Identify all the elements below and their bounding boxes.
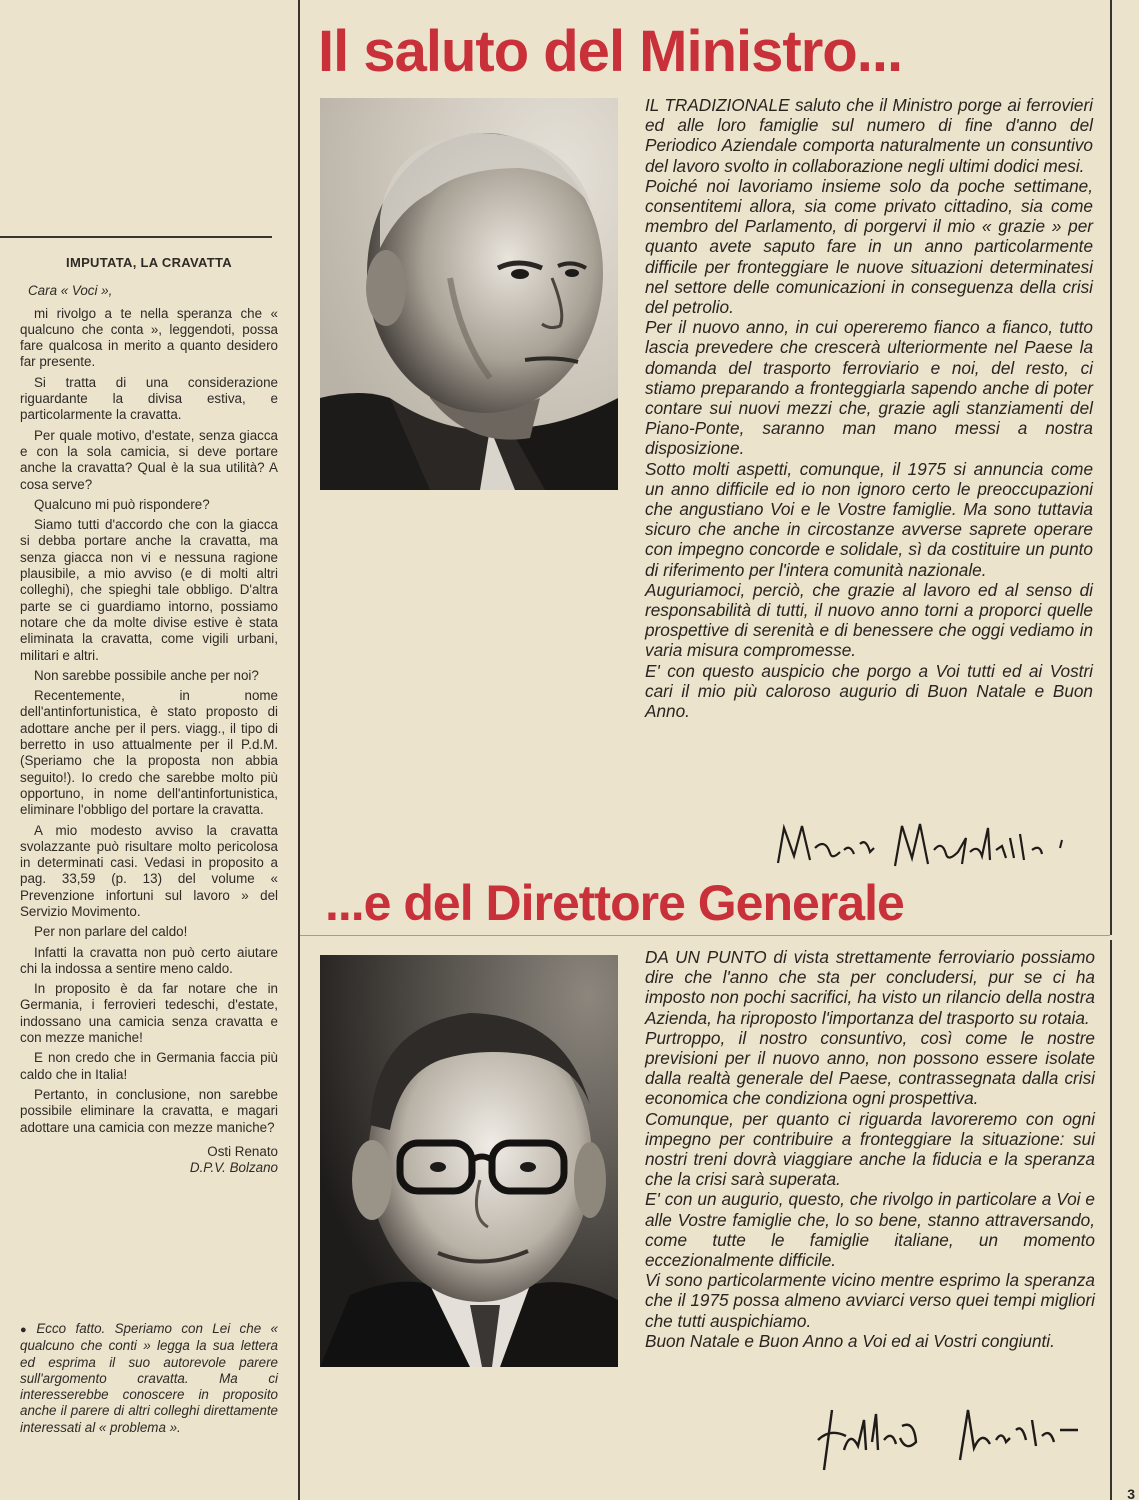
director-signature <box>810 1390 1090 1480</box>
bullet-icon: ● <box>20 1324 33 1336</box>
minister-paragraph: Auguriamoci, perciò, che grazie al lavoro ed al senso di responsabilità di tutti, il nuovo anno torni a proporci quelle prospettive di serenità e di benessere che oggi vediamo in varia misura compromesse. <box>645 579 1093 661</box>
letter-paragraph: Si tratta di una considerazione riguardante la divisa estiva, e particolarmente la cravatta. <box>20 374 278 423</box>
letter-paragraph: E non credo che in Germania faccia più caldo che in Italia! <box>20 1050 278 1082</box>
reply-text: Ecco fatto. Speriamo con Lei che « qualcuno che conti » legga la sua lettera ed esprima il suo autorevole parere sull'argomento cravatta. Ma ci interesserebbe conoscere in proposito anche il parere di altri colleghi direttamente interessati al « problema ». <box>20 1321 278 1435</box>
minister-portrait-image <box>320 98 618 490</box>
director-paragraph: DA UN PUNTO di vista strettamente ferroviario possiamo dire che l'anno che sta per concludersi, pur se ci ha imposto non pochi sacrifici, ha visto un rilancio della nostra Azienda, ha riproposto l'importanza del trasporto su rotaia. <box>645 947 1095 1028</box>
letter-paragraph: Infatti la cravatta non può certo aiutare chi la indossa a sentire meno caldo. <box>20 944 278 976</box>
minister-paragraph: IL TRADIZIONALE saluto che il Ministro porge ai ferrovieri ed alle loro famiglie sul numero di fine d'anno del Periodico Aziendale comporta naturalmente un consuntivo del lavoro svolto in collaborazione negli ultimi dodici mesi. <box>645 95 1093 176</box>
letter-paragraph: Pertanto, in conclusione, non sarebbe possibile eliminare la cravatta, e magari adottare una camicia con mezze maniche? <box>20 1086 278 1135</box>
director-paragraph: Vi sono particolarmente vicino mentre esprimo la speranza che il 1975 possa almeno avviarci verso quei tempi migliori che tutti auspichiamo. <box>645 1270 1095 1331</box>
letter-paragraph: Per non parlare del caldo! <box>34 924 188 940</box>
letter-salutation: Cara « Voci », <box>28 283 113 299</box>
letter-paragraph: Per quale motivo, d'estate, senza giacca e con la sola camicia, si deve portare anche la cravatta? Qual è la sua utilità? A cosa serve? <box>20 427 278 492</box>
letter-column <box>20 255 278 1176</box>
letter-paragraph: In proposito è da far notare che in Germania, i ferrovieri tedeschi, d'estate, indossano una camicia senza cravatta e con mezze maniche! <box>20 981 278 1046</box>
page-number: 3 <box>1127 1486 1135 1500</box>
letter-title: IMPUTATA, LA CRAVATTA <box>66 255 232 270</box>
minister-paragraph: E' con questo auspicio che porgo a Voi tutti ed ai Vostri cari il mio più caloroso augurio di Buon Natale e Buon Anno. <box>645 660 1093 722</box>
director-portrait-image <box>320 955 618 1367</box>
letter-top-rule <box>0 236 272 238</box>
minister-signature <box>770 808 1090 878</box>
letter-paragraph: Qualcuno mi può rispondere? <box>34 496 210 512</box>
letter-signature-office: D.P.V. Bolzano <box>189 1160 278 1176</box>
letter-paragraph: Recentemente, in nome dell'antinfortunistica, è stato proposto di adottare anche per il pers. viagg., il tipo di berretto in uso attualmente per il P.d.M. (Speriamo che la proposta non abbia seguito!). Io credo che sarebbe molto più opportuno, in nome dell'antinfortunistica, eliminare l'obbligo del portare la cravatta. <box>20 688 278 818</box>
headline-minister: Il saluto del Ministro... <box>318 19 903 84</box>
director-message <box>645 947 1095 1351</box>
letter-paragraph: Siamo tutti d'accordo che con la giacca si debba portare anche la cravatta, ma senza giacca non vi e nessuna ragione plausibile, a mio avviso (e di molti altri colleghi), che spieghi tale obbligo. D'altra parte se ci guardiamo intorno, possiamo notare che da molte divise estive è stata eliminata la cravatta, come vigili urbani, militari e altri. <box>20 517 278 663</box>
minister-portrait <box>320 98 618 490</box>
minister-paragraph: Per il nuovo anno, in cui opereremo fianco a fianco, tutto lascia prevedere che crescerà ulteriormente nel Paese la domanda del trasporto ferroviario e noi, del resto, ci stiamo preparando a fronteggiarla sapendo anche di poter contare sui nuovi mezzi che, grazie agli stanziamenti del Piano-Ponte, saranno man mano messi a nostra disposizione. <box>645 317 1093 459</box>
director-paragraph: E' con un augurio, questo, che rivolgo in particolare a Voi e alle Vostre famiglie che, lo so bene, stanno attraversando, come tutte le famiglie italiane, un momento eccezionalmente difficile. <box>645 1189 1095 1271</box>
letter-paragraph: mi rivolgo a te nella speranza che « qualcuno che conta », leggendoti, possa fare qualcosa in merito a quanto desidero far presente. <box>20 305 278 370</box>
column-divider-right-lower <box>1110 940 1112 1500</box>
director-portrait <box>320 955 618 1367</box>
director-paragraph: Comunque, per quanto ci riguarda lavoreremo con ogni impegno per contribuire a fronteggiare la situazione: sui nostri treni dovrà viaggiare anche la fiducia e la speranza che la crisi sarà superata. <box>645 1108 1095 1190</box>
column-divider-left <box>298 0 300 1500</box>
letter-signature-name: Osti Renato <box>207 1143 278 1159</box>
minister-paragraph: Poiché noi lavoriamo insieme solo da poche settimane, consentitemi allora, sia come privato cittadino, sia come membro del Parlamento, di porgervi il mio « grazie » per quanto avete saputo fare in un anno particolarmente difficile per fronteggiare le nuove situazioni determinatesi nel settore delle comunicazioni in conseguenza della crisi del petrolio. <box>645 175 1093 318</box>
headline-director: ...e del Direttore Generale <box>325 875 904 931</box>
director-paragraph: Purtroppo, il nostro consuntivo, così come le nostre previsioni per il nuovo anno, non possono essere isolate dalla realtà generale del Paese, contrassegnata dalla crisi economica che condiziona ogni prospettiva. <box>645 1027 1095 1109</box>
minister-paragraph: Sotto molti aspetti, comunque, il 1975 si annuncia come un anno difficile ed io non ignoro certo le preoccupazioni che angustiano Voi e le Vostre famiglie. Ma sono tuttavia sicuro che anche in circostanze avverse saprete operare con impegno concorde e solidale, sì da costituire un punto di riferimento per l'intera comunità nazionale. <box>645 458 1093 580</box>
letter-paragraph: A mio modesto avviso la cravatta svolazzante può risultare molto pericolosa in determinati casi. Vedasi in proposito a pag. 33,59 (p. 13) del volume « Prevenzione infortuni sul lavoro » del Servizio Movimento. <box>20 822 278 919</box>
section-divider <box>300 935 1110 936</box>
minister-message <box>645 95 1093 721</box>
director-paragraph: Buon Natale e Buon Anno a Voi ed ai Vostri congiunti. <box>645 1330 1055 1351</box>
letter-paragraph: Non sarebbe possibile anche per noi? <box>34 667 259 683</box>
editorial-reply <box>20 1321 278 1436</box>
column-divider-right <box>1110 0 1112 935</box>
